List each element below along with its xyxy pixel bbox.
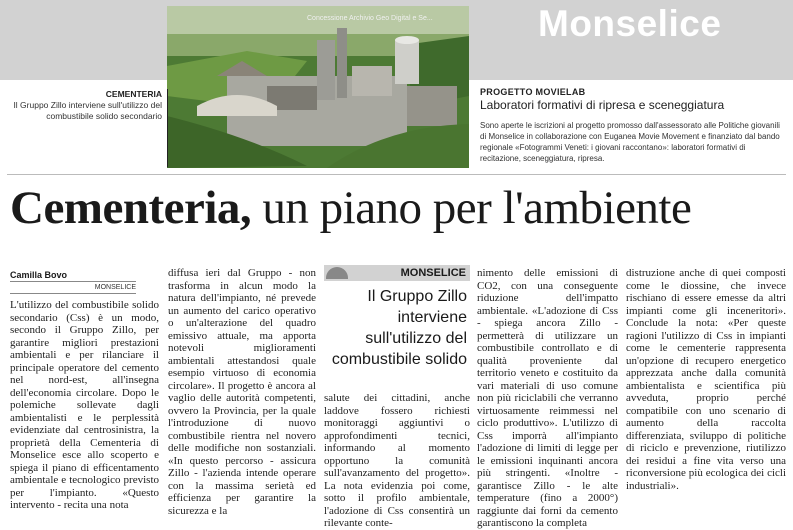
- headline-bold: Cementeria,: [10, 182, 252, 234]
- brief-body: Sono aperte le iscrizioni al progetto promosso dall'assessorato alle Politiche giovanili di Monselice in collaborazione con Euganea Movie Movement e finanziato dal bando regionale «Fotogrammi Veneti: i giovani raccontano»: laboratori formativi di recitazione, sceneggiatura, ripresa.: [480, 121, 780, 163]
- pull-quote-location: MONSELICE: [400, 267, 466, 279]
- divider: [10, 293, 136, 294]
- article-column-2: diffusa ieri dal Gruppo - non trasforma in alcun modo la natura dell'impianto, né prevede un aumento del carico operativo o un'alterazione del quadro emissivo attuale, ma apporta notevoli miglioramenti ambientali attestandosi quale esempio virtuoso di economia circolare». Il progetto è ancora al vaglio delle autorità competenti, ovvero la Provincia, per la quale l'introduzione di nuovo combustibile rientra nel novero delle modifiche non sostanziali. «In questo percorso - assicura Zillo - l'azienda intende operare con la massima serietà ed efficienza per garantire la sicurezza e la: [168, 267, 316, 517]
- divider: [7, 174, 786, 175]
- article-column-3: salute dei cittadini, anche laddove fossero richiesti monitoraggi aggiuntivi o approfondimenti tecnici, informando al momento opportuno la comunità sull'avanzamento del progetto». La nota evidenzia poi come, sotto il profilo ambientale, l'adozione di Css consentirà un rilevante conte-: [324, 392, 470, 529]
- article-column-1: L'utilizzo del combustibile solido secondario (Css) è un modo, secondo il Gruppo Zillo, per garantire migliori prestazioni ambientali e per rilanciare il principale operatore del cemento nel nord-est, all'insegna dell'economia circolare. Dopo le polemiche sollevate dagli ambientalisti e le perplessità evidenziate dal centrosinistra, la proprietà della Cementeria di Monselice esce allo scoperto e spiega il piano di efficentamento ambientale e tecnologico previsto per l'impianto. «Questo intervento - recita una nota: [10, 299, 159, 511]
- article-column-4: nimento delle emissioni di CO2, con una conseguente riduzione dell'impatto ambientale. «L'adozione di Css - spiega ancora Zillo - permetterà di utilizzare un combustibile controllato e di qualità proveniente dal territorio veneto e costituito da vari materiali di uso comune non più riciclabili che verranno virtuosamente reimmessi nel ciclo produttivo». L'utilizzo di Css imporrà all'impianto l'adozione di limiti di legge per le emissioni inquinanti ancora più stringenti. «Inoltre - garantisce Zillo - le alte temperature (fino a 2000°) raggiunte dai forni da cemento garantiscono la completa: [477, 267, 618, 529]
- movielab-brief: [480, 87, 785, 172]
- photo-caption: [8, 89, 162, 167]
- dome-icon: [326, 267, 348, 279]
- article-column-5: distruzione anche di quei composti come le diossine, che invece rischiano di essere emesse da altri impianti come gli inceneritori». Conclude la nota: «Per queste ragioni l'utilizzo di Css in impianti come le cementerie rappresenta un'opzione di recupero energetico apprezzata anche dalla comunità ambientalista e scientifica più avveduta, proprio perché compatibile con uno scenario di aumento della raccolta differenziata, sviluppo di politiche di riciclo e prevenzione, riutilizzo dei residui a fine vita verso una riconversione più ecologica dei cicli industriali».: [626, 267, 786, 492]
- brief-title: Laboratori formativi di ripresa e sceneggiatura: [480, 98, 725, 112]
- caption-divider: [167, 89, 168, 167]
- divider: [10, 281, 136, 282]
- pull-quote-text: Il Gruppo Zillo interviene sull'utilizzo del combustibile solido: [331, 288, 467, 368]
- pull-quote-box: [324, 265, 470, 383]
- caption-heading: CEMENTERIA: [105, 89, 162, 99]
- brief-kicker: PROGETTO MOVIELAB: [480, 87, 586, 97]
- author-byline: Camilla Bovo: [10, 270, 68, 280]
- headline-rest: un piano per l'ambiente: [251, 182, 692, 234]
- dateline-location: MONSELICE: [94, 284, 136, 291]
- pull-quote-header: [324, 265, 470, 281]
- photo-credit: Concessione Archivio Geo Digital e Se...: [307, 15, 433, 22]
- section-title: Monselice: [538, 3, 722, 44]
- caption-text: Il Gruppo Zillo interviene sull'utilizzo del combustibile solido secondario: [13, 100, 162, 121]
- cement-plant-photo: [167, 6, 469, 168]
- article-headline: [10, 178, 786, 238]
